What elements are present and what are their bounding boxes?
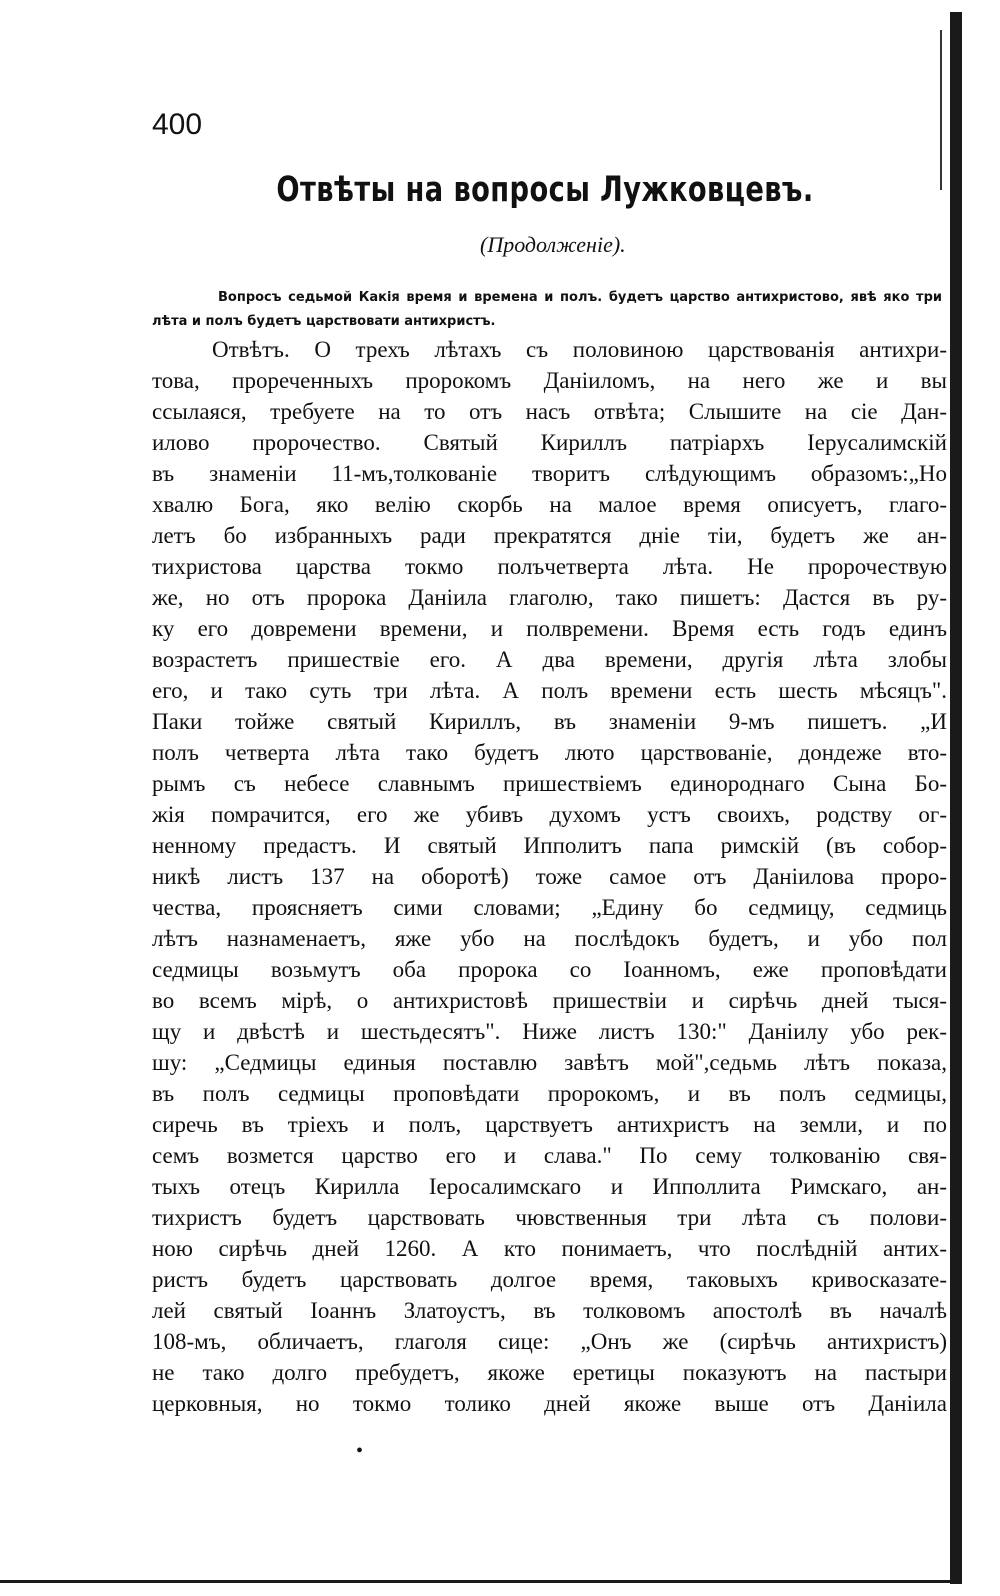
body-line: шу: „Седмицы единыя поставлю завѣтъ мой",седьмь лѣтъ показа, — [152, 1050, 947, 1075]
page-bottom-rule — [0, 1580, 960, 1583]
body-line: во всемъ мірѣ, о антихристовѣ пришествіи и сирѣчь дней тыся- — [152, 988, 947, 1013]
body-line: щу и двѣстѣ и шестьдесятъ". Ниже листъ 130:" Даніилу убо рек- — [152, 1019, 947, 1044]
body-line: летъ бо избранныхъ ради прекратятся дніе тіи, будетъ же ан- — [152, 523, 947, 548]
body-line: въ полъ седмицы проповѣдати пророкомъ, и въ полъ седмицы, — [152, 1081, 947, 1106]
body-line: ку его довремени времени, и полвремени. Время есть годъ единъ — [152, 616, 947, 641]
body-line: не тако долго пребудетъ, якоже еретицы показуютъ на пастыри — [152, 1360, 947, 1385]
body-line: тихристова царства токмо полъчетверта лѣта. Не пророчествую — [152, 554, 947, 579]
body-line: Отвѣтъ. О трехъ лѣтахъ съ половиною царствованія антихри- — [212, 337, 947, 362]
body-line: седмицы возьмутъ оба пророка со Іоанномъ, еже проповѣдати — [152, 957, 947, 982]
page-edge-thin-rule — [940, 30, 942, 190]
body-line: полъ четверта лѣта тако будетъ люто царствованіе, дондеже вто- — [152, 740, 947, 765]
body-line: чества, проясняетъ сими словами; „Едину бо седмицу, седмиць — [152, 895, 947, 920]
body-line: Паки тойже святый Кириллъ, въ знаменіи 9-мъ пишетъ. „И — [152, 709, 947, 734]
body-line: его, и тако суть три лѣта. А полъ времени есть шесть мѣсяцъ". — [152, 678, 947, 703]
article-subtitle: (Продолженіе). — [480, 232, 626, 257]
page-edge-rule — [950, 12, 962, 1584]
body-line: 108-мъ, обличаетъ, глаголя сице: „Онъ же (сирѣчь антихристъ) — [152, 1329, 947, 1354]
body-line: хвалю Бога, яко велію скорбь на малое время описуетъ, глаго- — [152, 492, 947, 517]
article-title: Отвѣты на вопросы Лужковцевъ. — [276, 170, 814, 210]
body-line: же, но отъ пророка Даніила глаголю, тако пишетъ: Дастся въ ру- — [152, 585, 947, 610]
body-line: това, прореченныхъ пророкомъ Даніиломъ, на него же и вы — [152, 368, 947, 393]
body-line: сиречь въ тріехъ и полъ, царствуетъ антихристъ на земли, и по — [152, 1112, 947, 1137]
ink-speck: • — [356, 1440, 364, 1462]
body-line: тихристъ будетъ царствовать чювственныя три лѣта съ полови- — [152, 1205, 947, 1230]
answer-body — [152, 334, 947, 1419]
question-text: Вопросъ седьмой Какія время и времена и полъ. будетъ царство антихристово, явѣ яко три лѣта и полъ будетъ царствовати антихристъ. — [152, 290, 942, 329]
body-line: ною сирѣчь дней 1260. А кто понимаетъ, что послѣднiй антих- — [152, 1236, 947, 1261]
page-number: 400 — [152, 108, 203, 141]
body-line: рымъ съ небесе славнымъ пришествіемъ единороднаго Сына Бо- — [152, 771, 947, 796]
body-line: ненному предастъ. И святый Ипполитъ папа римскій (въ собор- — [152, 833, 947, 858]
body-line: тыхъ отецъ Кирилла Іеросалимскаго и Ипполлита Римскаго, ан- — [152, 1174, 947, 1199]
body-line: семъ возмется царство его и слава." По сему толкованію свя- — [152, 1143, 947, 1168]
body-line: ссылаяся, требуете на то отъ насъ отвѣта; Слышите на сіе Дан- — [152, 399, 947, 424]
body-line: илово пророчество. Святый Кириллъ патріархъ Іерусалимскій — [152, 430, 947, 455]
body-line: лѣтъ назнаменаетъ, яже убо на послѣдокъ будетъ, и убо пол — [152, 926, 947, 951]
body-line: жія помрачится, его же убивъ духомъ устъ своихъ, родству ог- — [152, 802, 947, 827]
body-line: никѣ листъ 137 на оборотѣ) тоже самое отъ Даніилова проро- — [152, 864, 947, 889]
body-line: ристъ будетъ царствовать долгое время, таковыхъ кривосказате- — [152, 1267, 947, 1292]
body-line: въ знаменіи 11-мъ,толкованіе творитъ слѣдующимъ образомъ:„Но — [152, 461, 947, 486]
body-line: церковныя, но токмо толико дней якоже выше отъ Даніила — [152, 1391, 947, 1416]
body-line: лей святый Іоаннъ Златоустъ, въ толковомъ апостолѣ въ началѣ — [152, 1298, 947, 1323]
body-line: возрастетъ пришествіе его. А два времени, другія лѣта злобы — [152, 647, 947, 672]
